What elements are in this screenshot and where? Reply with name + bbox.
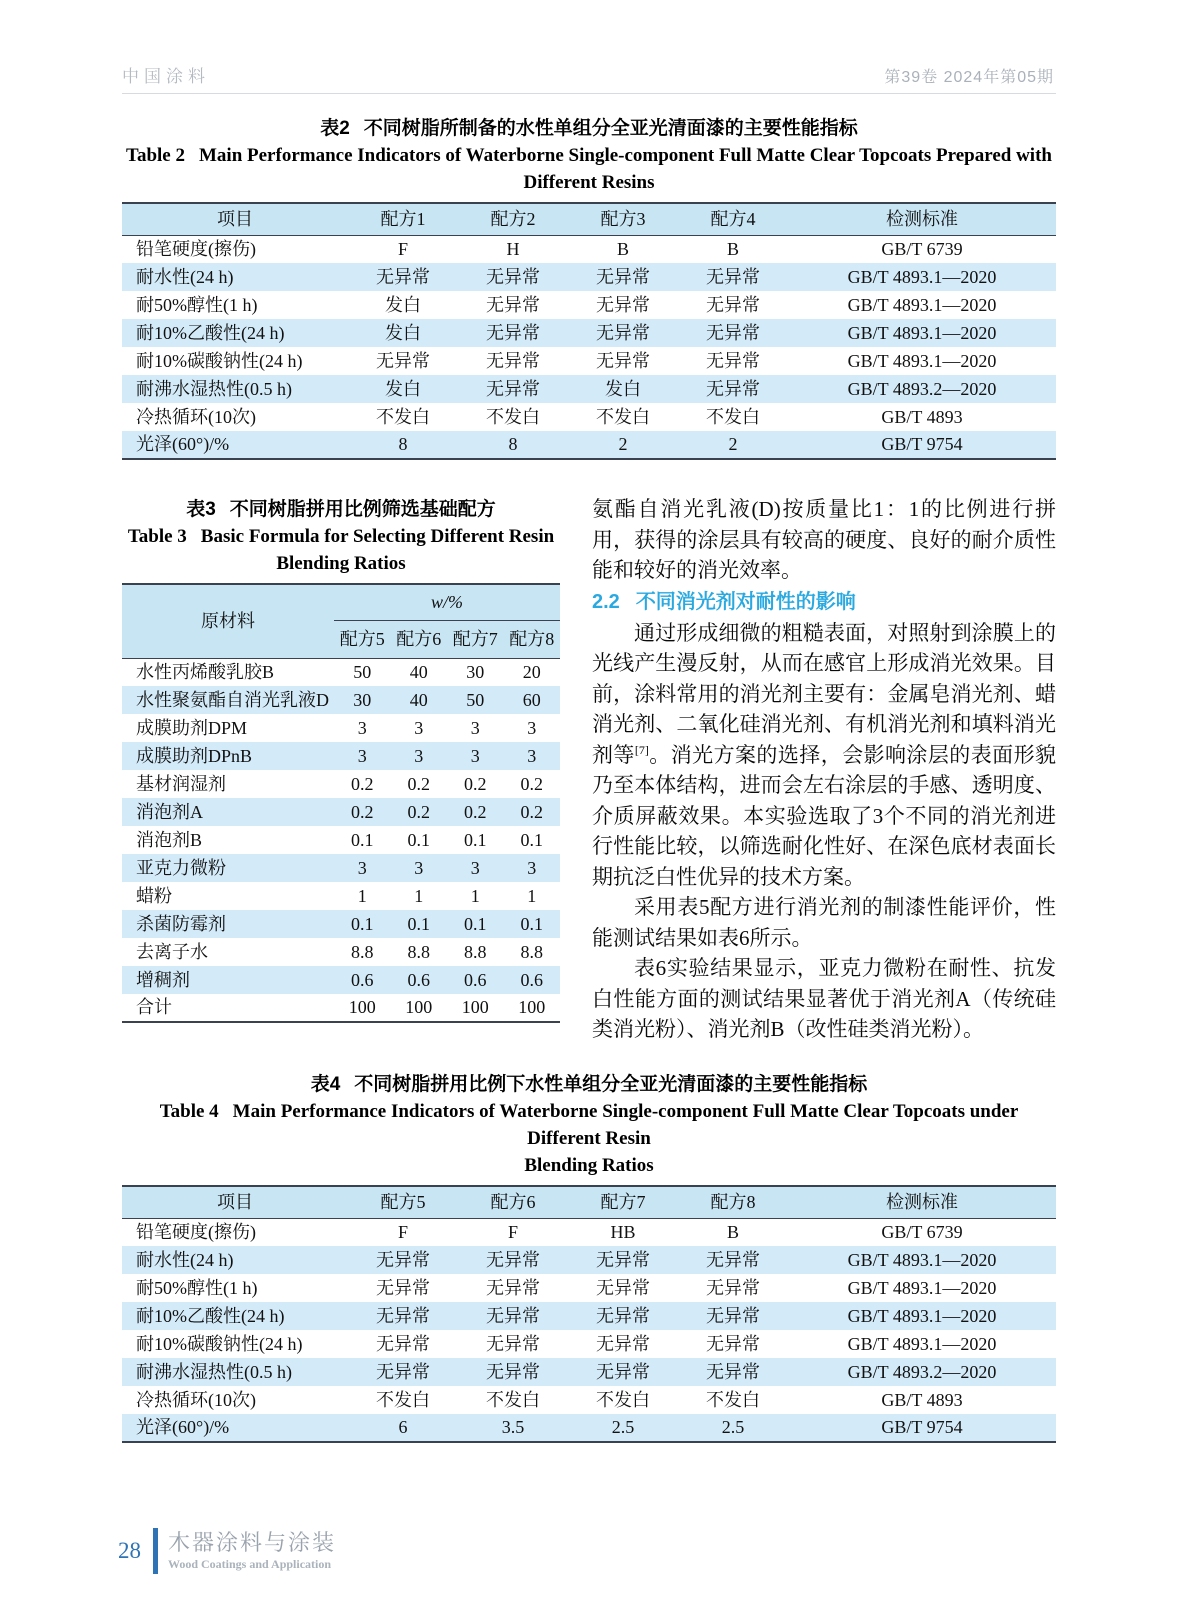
- table4: [122, 1185, 1056, 1443]
- value-cell: 1: [470, 885, 480, 906]
- value-cell: 2.5: [721, 1417, 745, 1438]
- column-header: 配方1: [348, 203, 458, 235]
- value-cell: 3: [357, 717, 367, 738]
- row-header-cell: 耐50%醇性(1 h): [136, 1277, 258, 1298]
- value-cell: 100: [461, 997, 489, 1018]
- value-cell: GB/T 4893.2—2020: [847, 1361, 997, 1382]
- value-cell: 无异常: [706, 1249, 760, 1270]
- value-cell: 无异常: [596, 266, 650, 287]
- value-cell: B: [726, 238, 739, 259]
- value-cell: 1: [527, 885, 537, 906]
- value-cell: 0.1: [520, 913, 543, 934]
- column-header: 配方7: [447, 620, 504, 658]
- value-cell: 无异常: [596, 1277, 650, 1298]
- column-header: 配方2: [458, 203, 568, 235]
- value-cell: GB/T 4893.1—2020: [847, 1249, 997, 1270]
- table4-title-en: Table 4 Main Performance Indicators of Waterborne Single-component Full Matte Clear Topcoats under Different Resin: [159, 1101, 1019, 1149]
- value-cell: 0.1: [520, 829, 543, 850]
- value-cell: 无异常: [376, 266, 430, 287]
- value-cell: 0.6: [464, 969, 487, 990]
- value-cell: 100: [348, 997, 376, 1018]
- running-head: [122, 58, 1056, 94]
- value-cell: 无异常: [376, 1277, 430, 1298]
- value-cell: 0.6: [407, 969, 430, 990]
- value-cell: 无异常: [376, 1305, 430, 1326]
- row-header-cell: 耐水性(24 h): [136, 1249, 234, 1270]
- row-header-cell: 消泡剂B: [136, 829, 203, 850]
- value-cell: GB/T 4893.1—2020: [847, 294, 997, 315]
- row-header-cell: 冷热循环(10次): [136, 406, 256, 427]
- value-cell: 无异常: [486, 1333, 540, 1354]
- value-cell: 不发白: [376, 406, 430, 427]
- table-row: [122, 1246, 1056, 1274]
- value-cell: 3: [527, 717, 537, 738]
- table4-block: [122, 1072, 1056, 1443]
- value-cell: GB/T 4893: [881, 1389, 963, 1410]
- value-cell: 0.2: [520, 801, 543, 822]
- value-cell: 2: [728, 434, 738, 455]
- table-row: [122, 403, 1056, 431]
- value-cell: 发白: [385, 294, 421, 315]
- value-cell: 不发白: [596, 406, 650, 427]
- value-cell: GB/T 4893.1—2020: [847, 266, 997, 287]
- table3-title-zh: 表3 不同树脂拼用比例筛选基础配方: [186, 499, 496, 520]
- table-row: [122, 291, 1056, 319]
- row-header-cell: 增稠剂: [136, 969, 190, 990]
- table4-title-zh: 表4 不同树脂拼用比例下水性单组分全亚光清面漆的主要性能指标: [310, 1074, 868, 1095]
- table-row: [122, 1274, 1056, 1302]
- column-header: 配方6: [458, 1186, 568, 1218]
- table-row: [122, 686, 560, 714]
- value-cell: 无异常: [596, 1249, 650, 1270]
- value-cell: 无异常: [706, 350, 760, 371]
- value-cell: 无异常: [376, 1333, 430, 1354]
- row-header-cell: 铅笔硬度(擦伤): [136, 238, 256, 259]
- column-header: 配方7: [568, 1186, 678, 1218]
- table-row: [122, 1414, 1056, 1442]
- value-cell: 8.8: [407, 941, 430, 962]
- table-row: [122, 966, 560, 994]
- row-header-cell: 耐沸水湿热性(0.5 h): [136, 378, 292, 399]
- table-row: [122, 658, 560, 686]
- footer-column-zh: 木器涂料与涂装: [168, 1530, 337, 1555]
- table-row: [122, 319, 1056, 347]
- value-cell: 无异常: [706, 266, 760, 287]
- row-header-cell: 成膜助剂DPM: [136, 717, 248, 738]
- value-cell: GB/T 4893: [881, 406, 963, 427]
- value-cell: GB/T 4893.2—2020: [847, 378, 997, 399]
- value-cell: 0.1: [407, 913, 430, 934]
- value-cell: 3: [357, 857, 367, 878]
- table4-label-en: Table 4: [159, 1101, 219, 1122]
- table3-label-en: Table 3: [127, 526, 187, 547]
- table2-label-en: Table 2: [126, 145, 185, 166]
- issue-info: 第39卷 2024年第05期: [884, 69, 1054, 86]
- value-cell: 无异常: [596, 294, 650, 315]
- table2-header-row: [122, 203, 1056, 235]
- journal-name: 中国涂料: [122, 67, 210, 86]
- value-cell: 无异常: [706, 294, 760, 315]
- table3-label-zh: 表3: [186, 499, 216, 520]
- value-cell: 0.2: [351, 773, 374, 794]
- value-cell: 1: [357, 885, 367, 906]
- row-header-cell: 光泽(60°)/%: [136, 1417, 230, 1438]
- column-header: 配方6: [391, 620, 448, 658]
- table-row: [122, 375, 1056, 403]
- column-header: 配方5: [348, 1186, 458, 1218]
- row-header-cell: 耐沸水湿热性(0.5 h): [136, 1361, 292, 1382]
- value-cell: GB/T 9754: [881, 1417, 963, 1438]
- section-heading-2-2: [592, 586, 1056, 618]
- value-cell: 无异常: [486, 1305, 540, 1326]
- value-cell: 3.5: [501, 1417, 525, 1438]
- row-header-cell: 耐10%乙酸性(24 h): [136, 1305, 285, 1326]
- value-cell: 0.2: [407, 773, 430, 794]
- row-header-cell: 成膜助剂DPnB: [136, 745, 253, 766]
- value-cell: 无异常: [596, 350, 650, 371]
- value-cell: GB/T 6739: [881, 1221, 963, 1242]
- row-header-cell: 耐10%乙酸性(24 h): [136, 322, 285, 343]
- paragraph-matting-agents: 通过形成细微的粗糙表面，对照射到涂膜上的光线产生漫反射，从而在感官上形成消光效果。目前，涂料常用的消光剂主要有：金属皂消光剂、蜡消光剂、二氧化硅消光剂、有机消光剂和填料消光剂等[7]。消光方案的选择，会影响涂层的表面形貌乃至本体结构，进而会左右涂层的手感、透明度、介质屏蔽效果。本实验选取了3个不同的消光剂进行性能比较，以筛选耐化性好、在深色底材表面长期抗泛白性优异的技术方案。: [592, 620, 1057, 889]
- value-cell: 60: [522, 689, 541, 710]
- row-header-cell: 耐10%碳酸钠性(24 h): [136, 1333, 303, 1354]
- table-row: [122, 263, 1056, 291]
- value-cell: 无异常: [706, 322, 760, 343]
- value-cell: 无异常: [596, 322, 650, 343]
- value-cell: GB/T 4893.1—2020: [847, 1333, 997, 1354]
- column-header: 配方5: [334, 620, 391, 658]
- row-header-cell: 水性聚氨酯自消光乳液D: [136, 689, 329, 710]
- table-row: [122, 1330, 1056, 1358]
- table2-body: [122, 235, 1056, 459]
- value-cell: 40: [409, 661, 428, 682]
- value-cell: 100: [518, 997, 546, 1018]
- row-header-cell: 光泽(60°)/%: [136, 434, 230, 455]
- value-cell: GB/T 4893.1—2020: [847, 322, 997, 343]
- table2-block: [122, 116, 1056, 460]
- table2-title-en: Table 2 Main Performance Indicators of Waterborne Single-component Full Matte Clear Topcoats Prepared with: [126, 145, 1052, 166]
- value-cell: 1: [414, 885, 424, 906]
- section-title: 不同消光剂对耐性的影响: [635, 590, 856, 613]
- column-header: 配方8: [678, 1186, 788, 1218]
- value-cell: 无异常: [486, 1277, 540, 1298]
- row-header-cell: 铅笔硬度(擦伤): [136, 1221, 256, 1242]
- table3: [122, 583, 560, 1023]
- value-cell: 0.2: [351, 801, 374, 822]
- value-cell: 0.2: [520, 773, 543, 794]
- value-cell: 无异常: [486, 1249, 540, 1270]
- value-cell: 无异常: [376, 350, 430, 371]
- column-header: 配方8: [504, 620, 561, 658]
- table3-block: [122, 497, 560, 1023]
- column-header: 检测标准: [788, 203, 1056, 235]
- value-cell: 3: [470, 857, 480, 878]
- column-header: 配方3: [568, 203, 678, 235]
- value-cell: F: [397, 238, 408, 259]
- footer-column-label: [168, 1530, 336, 1572]
- value-cell: 3: [414, 745, 424, 766]
- value-cell: 无异常: [596, 1305, 650, 1326]
- paragraph-continuation: 氨酯自消光乳液(D)按质量比1：1的比例进行拼用，获得的涂层具有较高的硬度、良好的耐介质性能和较好的消光效率。: [592, 497, 1056, 582]
- section-number: 2.2: [592, 590, 620, 613]
- value-cell: 0.1: [351, 829, 374, 850]
- table-row: [122, 910, 560, 938]
- table3-title-en-line2: Blending Ratios: [276, 553, 406, 574]
- row-header-cell: 基材润湿剂: [136, 773, 226, 794]
- article-column: [592, 494, 1056, 1045]
- table-row: [122, 742, 560, 770]
- table-row: [122, 826, 560, 854]
- value-cell: 0.6: [351, 969, 374, 990]
- value-cell: 3: [414, 857, 424, 878]
- value-cell: 30: [353, 689, 372, 710]
- value-cell: 无异常: [486, 1361, 540, 1382]
- table-row: [122, 431, 1056, 459]
- value-cell: 6: [398, 1417, 408, 1438]
- table4-label-zh: 表4: [310, 1074, 341, 1095]
- value-cell: 不发白: [596, 1389, 650, 1410]
- value-cell: 3: [470, 717, 480, 738]
- value-cell: GB/T 4893.1—2020: [847, 1305, 997, 1326]
- value-cell: 不发白: [486, 1389, 540, 1410]
- value-cell: GB/T 9754: [881, 434, 963, 455]
- value-cell: 不发白: [486, 406, 540, 427]
- value-cell: 无异常: [706, 1277, 760, 1298]
- value-cell: 0.1: [464, 913, 487, 934]
- value-cell: 无异常: [596, 1361, 650, 1382]
- footer-accent-bar: [153, 1528, 158, 1574]
- value-cell: 0.1: [464, 829, 487, 850]
- table-row: [122, 770, 560, 798]
- column-header: 项目: [122, 1186, 348, 1218]
- value-cell: 2.5: [611, 1417, 635, 1438]
- value-cell: 不发白: [376, 1389, 430, 1410]
- value-cell: 无异常: [486, 378, 540, 399]
- value-cell: 0.6: [520, 969, 543, 990]
- value-cell: 发白: [385, 378, 421, 399]
- value-cell: 发白: [605, 378, 641, 399]
- table-row: [122, 1358, 1056, 1386]
- value-cell: 0.1: [351, 913, 374, 934]
- table4-body: [122, 1218, 1056, 1442]
- paragraph-table5-eval: 采用表5配方进行消光剂的制漆性能评价，性能测试结果如表6所示。: [592, 895, 1056, 950]
- value-cell: GB/T 4893.1—2020: [847, 1277, 997, 1298]
- value-cell: B: [616, 238, 629, 259]
- value-cell: GB/T 4893.1—2020: [847, 350, 997, 371]
- value-cell: H: [506, 238, 520, 259]
- column-header: 项目: [122, 203, 348, 235]
- row-header-cell: 水性丙烯酸乳胶B: [136, 661, 275, 682]
- row-header-cell: 消泡剂A: [136, 801, 203, 822]
- value-cell: 3: [527, 857, 537, 878]
- table-row: [122, 882, 560, 910]
- table-row: [122, 347, 1056, 375]
- value-cell: B: [726, 1221, 739, 1242]
- column-header: 检测标准: [788, 1186, 1056, 1218]
- value-cell: 0.2: [464, 773, 487, 794]
- value-cell: 无异常: [486, 350, 540, 371]
- table-row: [122, 854, 560, 882]
- table-row: [122, 938, 560, 966]
- value-cell: 发白: [385, 322, 421, 343]
- row-header-cell: 杀菌防霉剂: [136, 913, 226, 934]
- row-header-cell: 合计: [136, 997, 172, 1018]
- table-row: [122, 1386, 1056, 1414]
- value-cell: 3: [414, 717, 424, 738]
- value-cell: 8.8: [464, 941, 487, 962]
- value-cell: 无异常: [486, 322, 540, 343]
- value-cell: 无异常: [486, 294, 540, 315]
- table-row: [122, 1218, 1056, 1246]
- value-cell: F: [397, 1221, 408, 1242]
- row-header-cell: 冷热循环(10次): [136, 1389, 256, 1410]
- value-cell: 20: [522, 661, 541, 682]
- value-cell: 0.2: [407, 801, 430, 822]
- value-cell: F: [507, 1221, 518, 1242]
- value-cell: 无异常: [706, 1333, 760, 1354]
- value-cell: 无异常: [706, 1305, 760, 1326]
- page-footer: [118, 1528, 336, 1574]
- value-cell: 8.8: [351, 941, 374, 962]
- value-cell: 不发白: [706, 406, 760, 427]
- table2: [122, 202, 1056, 460]
- row-header-cell: 去离子水: [136, 941, 208, 962]
- value-cell: 无异常: [706, 378, 760, 399]
- value-cell: 50: [353, 661, 372, 682]
- table-row: [122, 714, 560, 742]
- table-row: [122, 1302, 1056, 1330]
- value-cell: 无异常: [376, 1249, 430, 1270]
- value-cell: 无异常: [376, 1361, 430, 1382]
- citation-ref-7: [7]: [634, 742, 649, 757]
- value-cell: 2: [618, 434, 628, 455]
- value-cell: 8: [508, 434, 518, 455]
- table2-title-en-line2: Different Resins: [523, 172, 655, 193]
- value-cell: 无异常: [596, 1333, 650, 1354]
- column-header-material: 原材料: [122, 584, 334, 658]
- value-cell: GB/T 6739: [881, 238, 963, 259]
- row-header-cell: 耐水性(24 h): [136, 266, 234, 287]
- value-cell: 100: [405, 997, 433, 1018]
- column-header: 配方4: [678, 203, 788, 235]
- table-row: [122, 235, 1056, 263]
- table3-header-row-1: [122, 584, 560, 620]
- table3-title-en: Table 3 Basic Formula for Selecting Different Resin: [127, 526, 555, 547]
- value-cell: 3: [470, 745, 480, 766]
- value-cell: HB: [610, 1221, 636, 1242]
- row-header-cell: 耐50%醇性(1 h): [136, 294, 258, 315]
- value-cell: 50: [466, 689, 485, 710]
- table-row: [122, 994, 560, 1022]
- page-number: 28: [118, 1538, 141, 1563]
- value-cell: 30: [466, 661, 485, 682]
- row-header-cell: 亚克力微粉: [136, 857, 226, 878]
- paragraph-table6-results: 表6实验结果显示，亚克力微粉在耐性、抗发白性能方面的测试结果显著优于消光剂A（传统硅类消光粉）、消光剂B（改性硅类消光粉）。: [592, 956, 1056, 1041]
- value-cell: 0.2: [464, 801, 487, 822]
- table4-header-row: [122, 1186, 1056, 1218]
- table2-title-zh: 表2 不同树脂所制备的水性单组分全亚光清面漆的主要性能指标: [320, 118, 858, 139]
- table3-body: [122, 658, 560, 1022]
- table2-label-zh: 表2: [320, 118, 350, 139]
- row-header-cell: 耐10%碳酸钠性(24 h): [136, 350, 303, 371]
- value-cell: 8.8: [520, 941, 543, 962]
- footer-column-en: Wood Coatings and Application: [168, 1557, 332, 1571]
- value-cell: 3: [357, 745, 367, 766]
- value-cell: 0.1: [407, 829, 430, 850]
- value-cell: 不发白: [706, 1389, 760, 1410]
- row-header-cell: 蜡粉: [136, 885, 172, 906]
- table4-title-en-line2: Blending Ratios: [524, 1155, 654, 1176]
- table-row: [122, 798, 560, 826]
- column-header-w-percent: w/%: [334, 584, 560, 620]
- value-cell: 无异常: [706, 1361, 760, 1382]
- value-cell: 40: [409, 689, 428, 710]
- value-cell: 8: [398, 434, 408, 455]
- value-cell: 无异常: [486, 266, 540, 287]
- value-cell: 3: [527, 745, 537, 766]
